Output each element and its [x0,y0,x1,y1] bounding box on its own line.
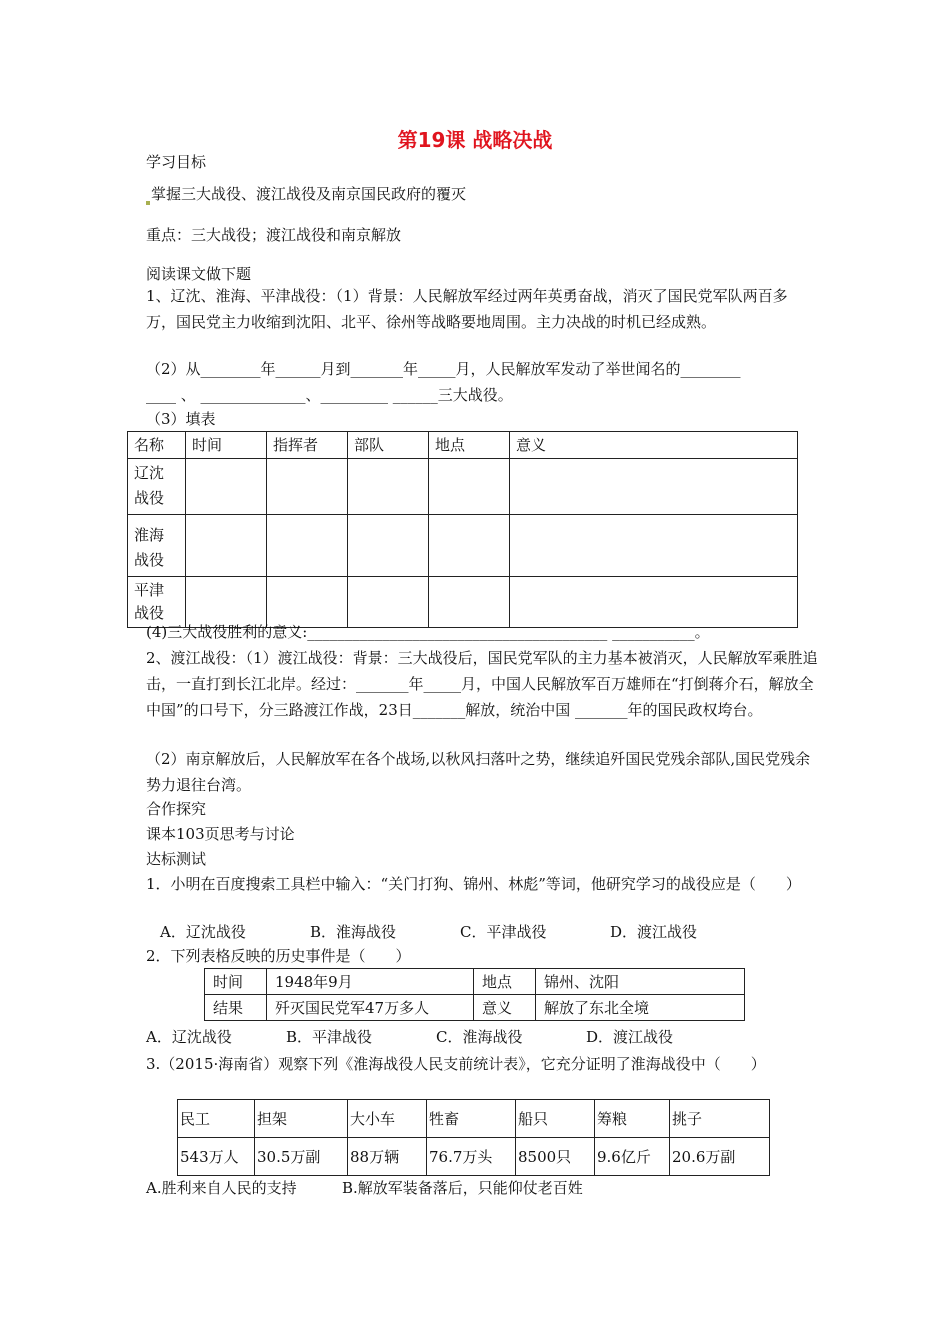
table-cell[interactable] [510,577,798,628]
battle-fill-table [127,431,798,628]
table-cell[interactable] [510,515,798,577]
page-title: 第19课 战略决战 [397,128,553,152]
option-b[interactable]: B．平津战役 [286,1028,373,1046]
table-cell: 1948年9月 [267,969,474,995]
goal-text [146,183,466,205]
table-row-name: 淮海 战役 [128,515,186,577]
question-1-2-line2: ____ 、 ______________、_________ ______三大战役。 [146,386,513,404]
table-cell[interactable] [267,515,348,577]
test-2-options [146,1026,673,1048]
event-table [204,968,745,1021]
table-cell: 20.6万副 [670,1138,770,1176]
table-header-cell: 时间 [186,432,267,459]
table-cell[interactable] [348,577,429,628]
table-row-name: 辽沈 战役 [128,459,186,515]
table-header-cell: 民工 [178,1100,255,1138]
table-cell[interactable] [186,577,267,628]
table-cell: 9.6亿斤 [595,1138,670,1176]
table-cell: 歼灭国民党军47万多人 [267,995,474,1021]
table-cell[interactable] [186,515,267,577]
coop-text: 课本103页思考与讨论 [146,825,295,843]
table-header-cell: 挑子 [670,1100,770,1138]
goal-heading: 学习目标 [146,153,207,171]
table-header-cell: 船只 [516,1100,595,1138]
option-a[interactable]: A．辽沈战役 [160,923,246,941]
support-stats-table [177,1099,770,1176]
table-cell[interactable] [348,515,429,577]
read-heading: 阅读课文做下题 [146,265,252,283]
question-1-2-line1: （2）从________年______月到_______年_____月，人民解放军发动了举世闻名的________ [146,360,741,378]
table-cell: 结果 [205,995,267,1021]
table-cell: 锦州、沈阳 [536,969,745,995]
table-cell[interactable] [429,515,510,577]
table-cell: 解放了东北全境 [536,995,745,1021]
question-1-3: （3）填表 [146,410,216,428]
test-3-options [146,1177,583,1199]
table-cell: 76.7万头 [427,1138,516,1176]
question-2-text: 2、渡江战役：（1）渡江战役：背景：三大战役后，国民党军队的主力基本被消灭，人民解放军乘胜追击，一直打到长江北岸。经过：_______年_____月，中国人民解放军百万雄师在“打倒蒋介石，解放全中国”的口号下，分三路渡江作战，23日_______解放，统治中国 _______年的国民政权垮台。 [146,649,818,719]
option-c[interactable]: C．平津战役 [460,923,547,941]
goal-text-content: 掌握三大战役、渡江战役及南京国民政府的覆灭 [151,185,467,203]
table-header-cell: 担架 [255,1100,348,1138]
question-1-background: 1、辽沈、淮海、平津战役：（1）背景：人民解放军经过两年英勇奋战，消灭了国民党军队两百多万，国民党主力收缩到沈阳、北平、徐州等战略要地周围。主力决战的时机已经成熟。 [146,287,788,331]
option-b[interactable]: B.解放军装备落后，只能仰仗老百姓 [342,1179,583,1197]
coop-heading: 合作探究 [146,800,207,818]
table-cell[interactable] [267,459,348,515]
question-1-4: (4)三大战役胜利的意义:________________________________________ ___________。 [146,623,710,641]
table-header-cell: 地点 [429,432,510,459]
marker-icon [146,201,150,205]
table-cell: 时间 [205,969,267,995]
table-row [128,515,798,577]
table-row [205,995,745,1021]
option-a[interactable]: A.胜利来自人民的支持 [146,1179,297,1197]
test-3-question: 3.（2015·海南省）观察下列《淮海战役人民支前统计表》，它充分证明了淮海战役中（ ） [146,1055,766,1073]
table-header-cell: 牲畜 [427,1100,516,1138]
key-points: 重点：三大战役；渡江战役和南京解放 [146,226,402,244]
option-a[interactable]: A．辽沈战役 [146,1028,232,1046]
table-cell[interactable] [429,577,510,628]
option-d[interactable]: D．渡江战役 [610,923,698,941]
option-c[interactable]: C．淮海战役 [436,1028,523,1046]
table-header-row [178,1100,770,1138]
table-cell[interactable] [186,459,267,515]
option-b[interactable]: B．淮海战役 [310,923,397,941]
table-row [128,459,798,515]
table-cell[interactable] [267,577,348,628]
table-cell[interactable] [510,459,798,515]
table-header-cell: 部队 [348,432,429,459]
table-header-cell: 筹粮 [595,1100,670,1138]
test-heading: 达标测试 [146,850,207,868]
table-row [128,577,798,628]
table-header-cell: 大小车 [348,1100,427,1138]
table-cell[interactable] [429,459,510,515]
table-row-name: 平津 战役 [128,577,186,628]
table-header-cell: 指挥者 [267,432,348,459]
table-cell: 8500只 [516,1138,595,1176]
test-1-options [160,921,697,943]
table-cell: 意义 [474,995,536,1021]
table-cell[interactable] [348,459,429,515]
table-header-cell: 名称 [128,432,186,459]
test-1-question: 1．小明在百度搜索工具栏中输入：“关门打狗、锦州、林彪”等词，他研究学习的战役应是（ ） [146,875,801,893]
test-2-question: 2．下列表格反映的历史事件是（ ） [146,947,411,965]
table-cell: 88万辆 [348,1138,427,1176]
table-header-row [128,432,798,459]
question-2-2: （2）南京解放后，人民解放军在各个战场,以秋风扫落叶之势，继续追歼国民党残余部队,国民党残余势力退往台湾。 [146,750,811,794]
option-d[interactable]: D．渡江战役 [586,1028,674,1046]
table-header-cell: 意义 [510,432,798,459]
table-cell: 543万人 [178,1138,255,1176]
table-row [205,969,745,995]
table-row [178,1138,770,1176]
table-cell: 地点 [474,969,536,995]
table-cell: 30.5万副 [255,1138,348,1176]
